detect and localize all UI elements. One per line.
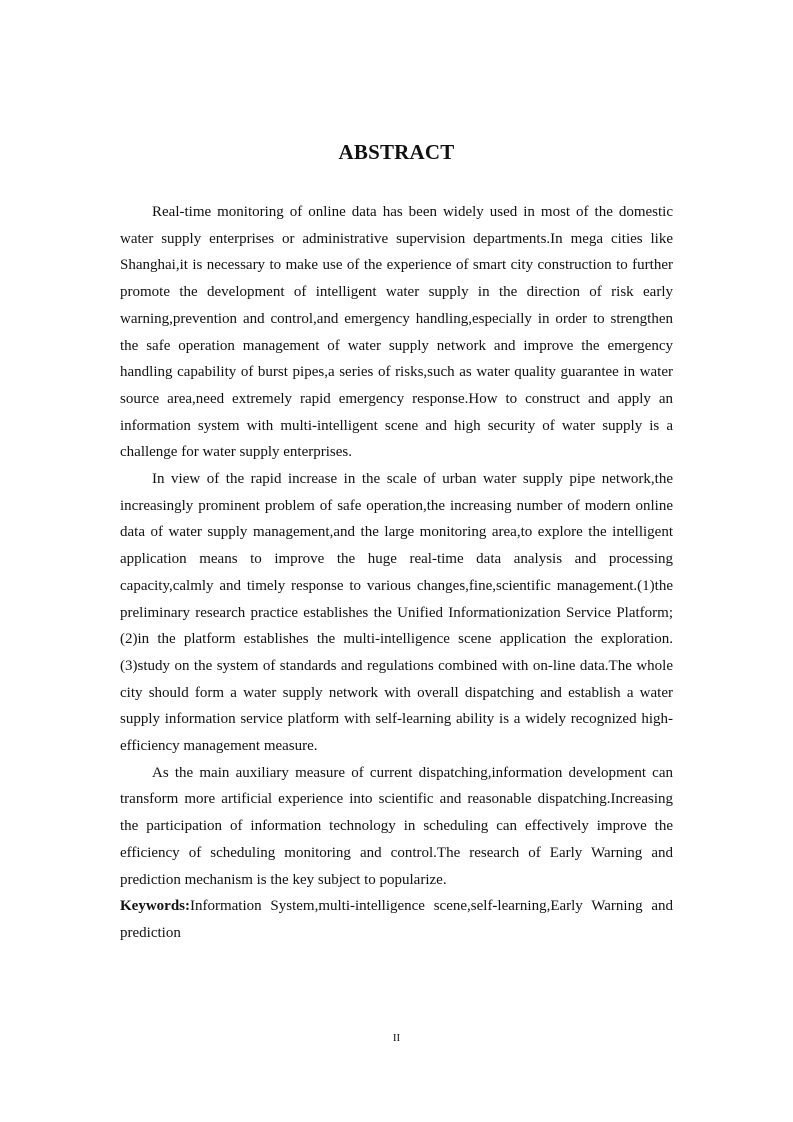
keywords-label: Keywords: [120,898,190,915]
abstract-paragraph-2: In view of the rapid increase in the scale of urban water supply pipe network,the increasingly prominent problem of safe operation,the increasing number of modern online data of water supply management,and the large monitoring area,to explore the intelligent application means to improve the huge real-time data analysis and processing capacity,calmly and timely response to various changes,fine,scientific management.(1)the preliminary research practice establishes the Unified Informationization Service Platform;(2)in the platform establishes the multi-intelligence scene application the exploration.(3)study on the system of standards and regulations combined with on-line data.The whole city should form a water supply network with overall dispatching and establish a water supply information service platform with self-learning ability is a widely recognized high-efficiency management measure. [120,471,673,755]
abstract-paragraph-1: Real-time monitoring of online data has been widely used in most of the domestic water supply enterprises or administrative supervision departments.In mega cities like Shanghai,it is necessary to make use of the experience of smart city construction to further promote the development of intelligent water supply in the direction of risk early warning,prevention and control,and emergency handling,especially in order to strengthen the safe operation management of water supply network and improve the emergency handling capability of burst pipes,a series of risks,such as water quality guarantee in water source area,need extremely rapid emergency response.How to construct and apply an information system with multi-intelligent scene and high security of water supply is a challenge for water supply enterprises. [120,204,673,461]
keywords-text: Information System,multi-intelligence scene,self-learning,Early Warning and prediction [120,898,673,941]
abstract-paragraph-3: As the main auxiliary measure of current dispatching,information development can transform more artificial experience into scientific and reasonable dispatching.Increasing the participation of information technology in scheduling can effectively improve the efficiency of scheduling monitoring and control.The research of Early Warning and prediction mechanism is the key subject to popularize. [120,764,673,888]
page-number: II [392,1032,401,1044]
keywords-line [120,893,673,946]
abstract-body [120,199,673,947]
abstract-title: ABSTRACT [338,140,455,164]
